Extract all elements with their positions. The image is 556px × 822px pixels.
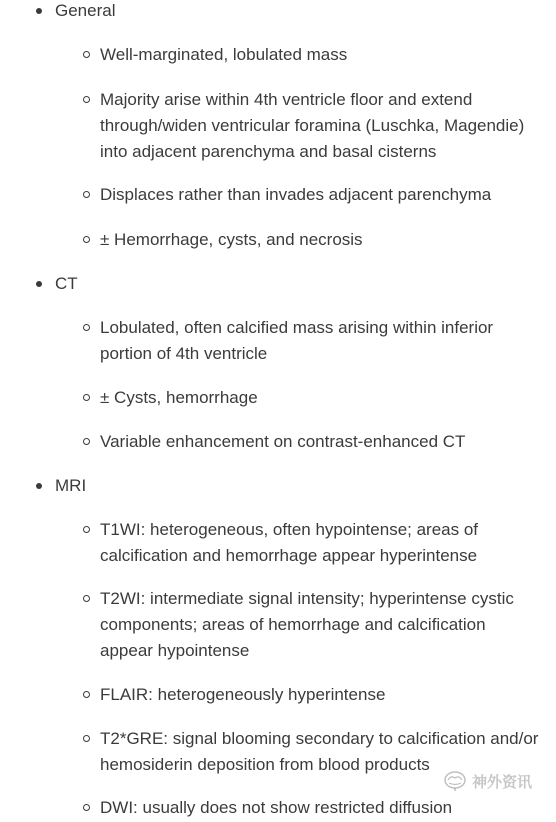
bullet-circle-icon [83,324,90,331]
bullet-circle-icon [83,595,90,602]
bullet-circle-icon [83,51,90,58]
bullet-circle-icon [83,691,90,698]
bullet-circle-icon [83,526,90,533]
list-item [0,182,556,208]
bullet-circle-icon [83,96,90,103]
list-item-text: DWI: usually does not show restricted diffusion [100,798,453,817]
list-item [0,227,556,253]
list-item [0,586,556,664]
list-item-text: ± Cysts, hemorrhage [100,388,258,407]
bullet-disc-icon [36,281,42,287]
brain-logo-icon [442,770,468,792]
list-item-text: Lobulated, often calcified mass arising within inferior portion of 4th ventricle [100,318,494,363]
list-item [0,795,556,821]
bullet-circle-icon [83,236,90,243]
list-item [0,42,556,68]
bullet-circle-icon [83,804,90,811]
section-ct [0,273,556,455]
list-item-text: T1WI: heterogeneous, often hypointense; areas of calcification and hemorrhage appear hyperintense [100,520,479,565]
sub-list [55,42,556,253]
bullet-circle-icon [83,394,90,401]
list-item [0,315,556,367]
list-item [0,682,556,708]
list-item [0,87,556,165]
sub-list [55,315,556,455]
list-item [0,385,556,411]
list-item-text: Well-marginated, lobulated mass [100,45,348,64]
list-item-text: T2*GRE: signal blooming secondary to calcification and/or hemosiderin deposition from blood products [100,729,539,774]
bullet-circle-icon [83,191,90,198]
bullet-disc-icon [36,483,42,489]
bullet-disc-icon [36,8,42,14]
list-item-text: FLAIR: heterogeneously hyperintense [100,685,386,704]
section-label: General [55,1,116,20]
list-item [0,429,556,455]
list-item-text: Variable enhancement on contrast-enhanced CT [100,432,466,451]
list-item-text: T2WI: intermediate signal intensity; hyperintense cystic components; areas of hemorrhage and calcification appear hypointense [100,589,514,660]
bullet-circle-icon [83,438,90,445]
section-label: MRI [55,476,87,495]
list-item-text: Majority arise within 4th ventricle floor and extend through/widen ventricular foramina (Luschka, Magendie) into adjacent parenchyma and basal cisterns [100,90,525,161]
watermark [442,770,532,792]
list-item-text: ± Hemorrhage, cysts, and necrosis [100,230,363,249]
section-label: CT [55,274,78,293]
watermark-text: 神外资讯 [471,773,532,791]
list-item [0,517,556,569]
list-item-text: Displaces rather than invades adjacent parenchyma [100,185,492,204]
section-general [0,0,556,253]
bullet-circle-icon [83,735,90,742]
